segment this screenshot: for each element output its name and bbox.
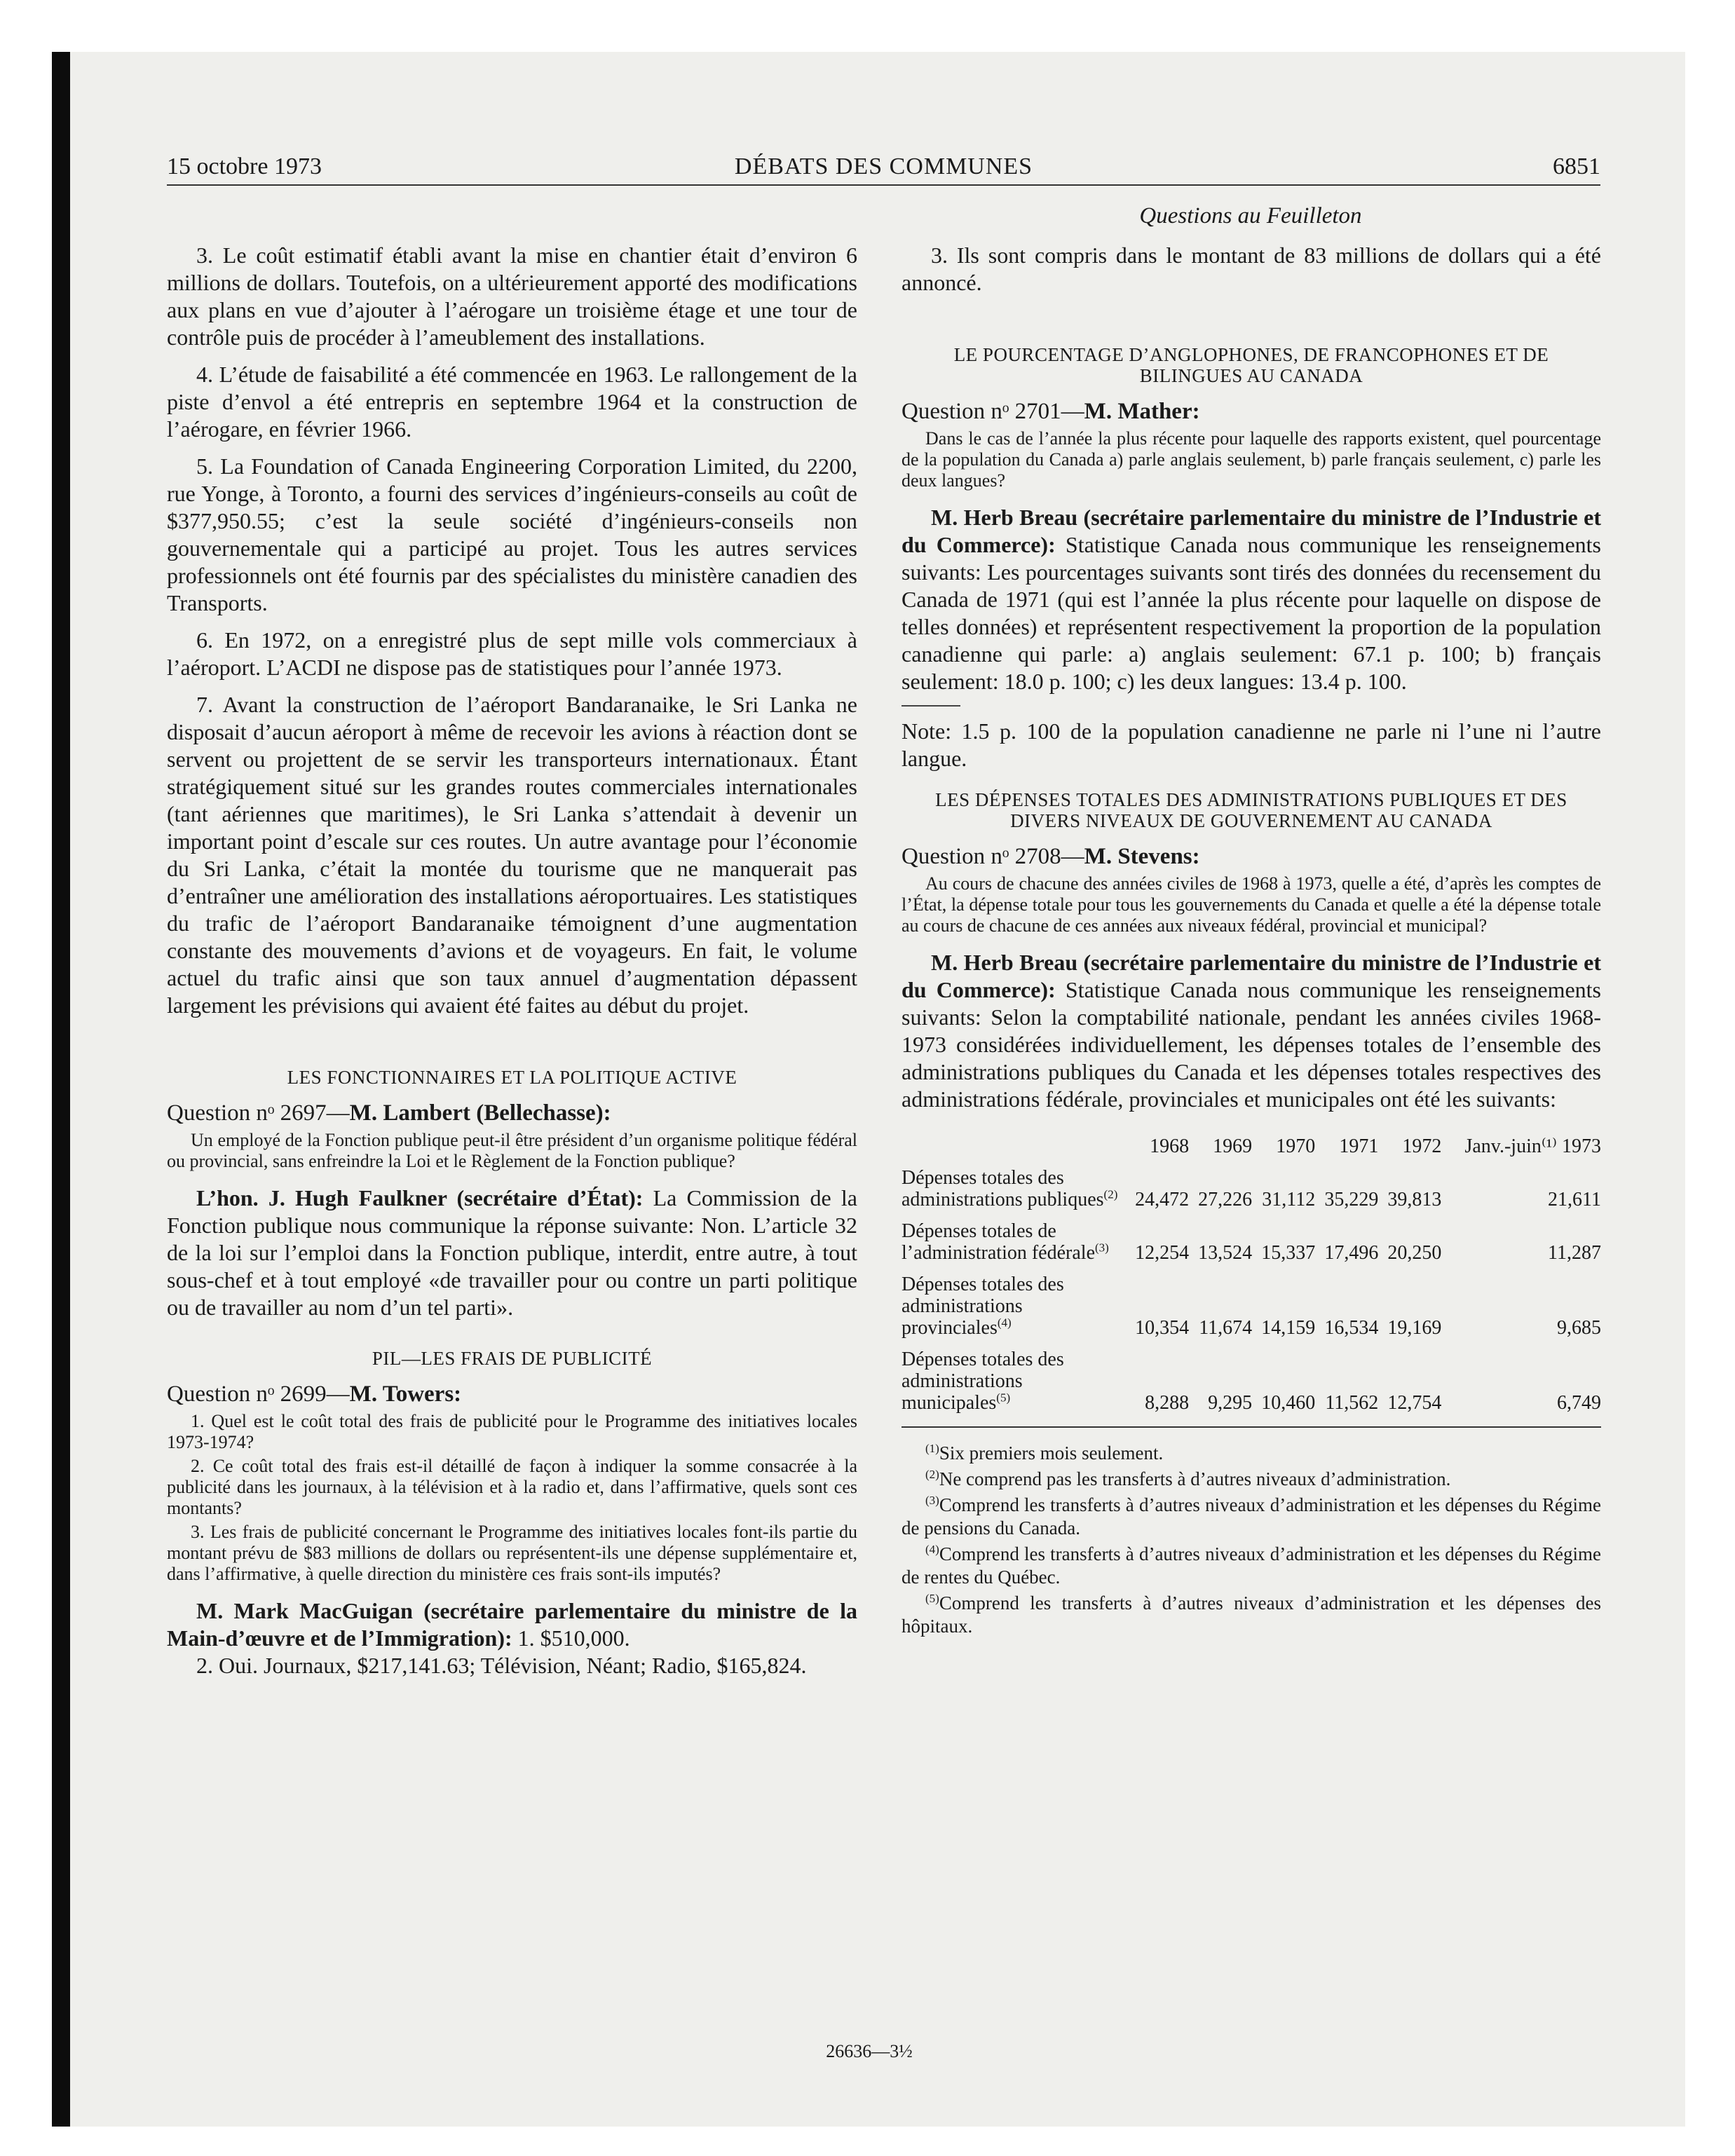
question-2708-text: Au cours de chacune des années civiles de 1968 à 1973, quelle a été, d’après les comptes de l’État, la dépense totale pour tous les gouvernements du Canada et quelle a été la dépense totale au cours de chacune de ces années aux niveaux fédéral, provincial et municipal? (901, 873, 1601, 936)
question-2701-prefix: Question nᵒ 2701— (901, 399, 1084, 424)
header-title: DÉBATS DES COMMUNES (734, 153, 1033, 179)
page-header (167, 149, 1600, 186)
question-2701-line (901, 397, 1601, 425)
table-row (901, 1220, 1601, 1274)
table-cell: 11,674 (1199, 1317, 1253, 1339)
table-cell: 16,534 (1324, 1317, 1379, 1339)
answer-2699 (167, 1597, 857, 1652)
row-note: (3) (1095, 1241, 1109, 1255)
footnote (901, 1442, 1601, 1465)
table-cell: 11,562 (1315, 1349, 1378, 1427)
question-2699-prefix: Question nᵒ 2699— (167, 1381, 350, 1407)
footnote-mark: (5) (925, 1592, 939, 1605)
row-label (901, 1274, 1126, 1349)
header-date: 15 octobre 1973 (167, 153, 322, 179)
question-2701-member: M. Mather: (1084, 399, 1200, 424)
footnote (901, 1543, 1601, 1589)
table-cell: 13,524 (1198, 1242, 1253, 1264)
row-label-text: Dépenses totales des administrations municipales (901, 1349, 1064, 1414)
expenditure-table (901, 1135, 1601, 1428)
table-cell: 8,288 (1126, 1349, 1189, 1427)
table-header-cell: 1968 (1150, 1135, 1190, 1157)
answer-2699-item-2: 2. Oui. Journaux, $217,141.63; Télévision, Néant; Radio, $165,824. (196, 1653, 807, 1678)
answer-paragraph-5: 5. La Foundation of Canada Engineering Corporation Limited, du 2200, rue Yonge, à Toronto, a fourni des services d’ingénieurs-conseils au coût de $377,950.55; c’est la seule société d’ingénieurs-conseils non gouvernementale qui a participé au projet. Tous les autres services professionnels ont été fournis par des spécialistes du ministère canadien des Transports. (167, 453, 857, 615)
answer-2708 (901, 949, 1601, 1113)
footnote (901, 1468, 1601, 1491)
page-footer-number: 26636—3½ (826, 2041, 913, 2061)
footnote-mark: (1) (925, 1442, 939, 1455)
footnote-text: Six premiers mois seulement. (939, 1442, 1164, 1464)
right-column (901, 242, 1601, 1641)
answer-2699-item-1: 1. $510,000. (512, 1625, 630, 1651)
table-cell: 17,496 (1324, 1242, 1379, 1264)
section-heading-pil: PIL—LES FRAIS DE PUBLICITÉ (372, 1348, 653, 1369)
answer-2708-speaker: M. Herb Breau (secrétaire parlementaire du ministre de l’Industrie et du Commerce): (901, 950, 1601, 1002)
footnote (901, 1592, 1601, 1638)
left-column (167, 242, 857, 1679)
table-header-row (901, 1135, 1601, 1167)
table-cell: 15,337 (1261, 1242, 1316, 1264)
table-header-cell: 1969 (1213, 1135, 1253, 1157)
table-header-cell: 1972 (1402, 1135, 1442, 1157)
footnote-text: Ne comprend pas les transferts à d’autres niveaux d’administration. (939, 1468, 1451, 1489)
table-header-label (901, 1135, 1126, 1167)
footnote-mark: (4) (925, 1543, 939, 1556)
section-heading-anglophones: LE POURCENTAGE D’ANGLOPHONES, DE FRANCOPHONES ET DE BILINGUES AU CANADA (953, 344, 1549, 386)
table-row (901, 1274, 1601, 1349)
table-cell: 20,250 (1387, 1242, 1442, 1264)
row-label (901, 1167, 1126, 1220)
section-heading-depenses: LES DÉPENSES TOTALES DES ADMINISTRATIONS PUBLIQUES ET DES DIVERS NIVEAUX DE GOUVERNEMENT AU CANADA (935, 789, 1567, 831)
question-2699-item-3: 3. Les frais de publicité concernant le Programme des initiatives locales font-ils partie du montant prévu de $83 millions de dollars ou représentent-ils une dépense supplémentaire et, dans l’affirmative, à quelle direction du ministère ces frais sont-ils imputés? (167, 1522, 857, 1584)
question-2708-prefix: Question nᵒ 2708— (901, 844, 1084, 869)
table-cell: 6,749 (1441, 1349, 1601, 1427)
table-cell: 9,295 (1189, 1349, 1252, 1427)
answer-2699-speaker: M. Mark MacGuigan (secrétaire parlementaire du ministre de la Main-d’œuvre et de l’Immigration): (167, 1598, 857, 1651)
answer-2697-text: La Commission de la Fonction publique nous communique la réponse suivante: Non. L’article 32 de la loi sur l’emploi dans la Fonction publique, interdit, entre autre, à tout sous-chef et à tout employé «de travailler pour ou contre un parti politique ou de travailler au nom d’un tel parti». (167, 1185, 858, 1320)
question-2708-member: M. Stevens: (1084, 844, 1200, 869)
answer-paragraph-3: 3. Le coût estimatif établi avant la mise en chantier était d’environ 6 millions de dollars. Toutefois, on a ultérieurement apporté des modifications aux plans en vue d’ajouter à l’aérogare un troisième étage et une tour de contrôle puis de procéder à l’ameublement des installations. (167, 243, 857, 350)
footnote-text: Comprend les transferts à d’autres niveaux d’administration et les dépenses du Régime de pensions du Canada. (901, 1494, 1601, 1538)
answer-2701 (901, 504, 1601, 695)
table-cell: 9,685 (1557, 1317, 1601, 1339)
table-cell: 11,287 (1548, 1242, 1601, 1264)
page-edge-bar (52, 52, 70, 2127)
answer-paragraph-7: 7. Avant la construction de l’aéroport Bandaranaike, le Sri Lanka ne disposait d’aucun aéroport à même de recevoir les avions à réaction dont se servent ou projettent de se servir les transporteurs internationaux. Étant stratégiquement situé sur les grandes routes commerciales internationales (tant aériennes que maritimes), le Sri Lanka s’attendait à devenir un important point d’escale sur ces routes. Un autre avantage pour l’économie du Sri Lanka, c’était la montée du tourisme que ne manquerait pas d’entraîner une amélioration des installations aéroportuaires. Les statistiques du trafic de l’aéroport Bandaranaike témoignent d’une augmentation constante des mouvements d’avions et de voyageurs. En fait, le volume actuel du trafic ainsi que son taux annuel d’augmentation dépassent largement les prévisions qui avaient été faites au début du projet. (167, 692, 857, 1018)
question-2697-text: Un employé de la Fonction publique peut-il être président d’un organisme politique fédéral ou provincial, sans enfreindre la Loi et le Règlement de la Fonction publique? (167, 1130, 857, 1171)
table-header-cell: Janv.-juin⁽¹⁾ 1973 (1464, 1135, 1601, 1157)
running-title: Questions au Feuilleton (1139, 203, 1362, 228)
question-2701-text: Dans le cas de l’année la plus récente pour laquelle des rapports existent, quel pourcentage de la population du Canada a) parle anglais seulement, b) parle français seulement, c) parle les deux langues? (901, 428, 1601, 491)
table-cell: 21,611 (1548, 1189, 1601, 1210)
section-heading-fonctionnaires: LES FONCTIONNAIRES ET LA POLITIQUE ACTIVE (287, 1067, 737, 1088)
table-header-cell: 1971 (1339, 1135, 1379, 1157)
table-cell: 12,254 (1135, 1242, 1190, 1264)
answer-2697 (167, 1185, 857, 1321)
question-2699-member: M. Towers: (349, 1381, 462, 1407)
answer-2701-text: Statistique Canada nous communique les renseignements suivants: Les pourcentages suivants sont tirés des données du recensement du Canada de 1971 (qui est l’année la plus récente pour laquelle on dispose de telles données) et représentent respectivement la proportion de la population canadienne qui parle: a) anglais seulement: 67.1 p. 100; b) français seulement: 18.0 p. 100; c) les deux langues: 13.4 p. 100. (901, 532, 1602, 694)
row-label-text: Dépenses totales des administrations provinciales (901, 1274, 1064, 1339)
question-2699-item-2: 2. Ce coût total des frais est-il détaillé de façon à indiquer la somme consacrée à la publicité dans les journaux, à la télévision et à la radio et, dans l’affirmative, quels sont ces montants? (167, 1456, 857, 1518)
table-cell: 10,354 (1135, 1317, 1190, 1339)
table-cell: 24,472 (1135, 1189, 1190, 1210)
footnote-mark: (3) (925, 1494, 939, 1507)
table-cell: 14,159 (1261, 1317, 1316, 1339)
footnote (901, 1494, 1601, 1540)
answer-paragraph-6: 6. En 1972, on a enregistré plus de sept mille vols commerciaux à l’aéroport. L’ACDI ne dispose pas de statistiques pour l’année 1973. (167, 627, 857, 680)
row-note: (2) (1103, 1187, 1118, 1201)
question-2699-item-1: 1. Quel est le coût total des frais de publicité pour le Programme des initiatives locales 1973-1974? (167, 1411, 857, 1452)
question-2708-line (901, 842, 1601, 871)
table-footnotes (901, 1442, 1601, 1638)
question-2697-prefix: Question nᵒ 2697— (167, 1100, 350, 1126)
answer-2701-speaker: M. Herb Breau (secrétaire parlementaire du ministre de l’Industrie et du Commerce): (901, 505, 1601, 557)
table-cell: 39,813 (1387, 1189, 1442, 1210)
answer-paragraph-3-right: 3. Ils sont compris dans le montant de 83 millions de dollars qui a été annoncé. (901, 243, 1601, 295)
short-rule (901, 705, 960, 707)
note-langue: Note: 1.5 p. 100 de la population canadienne ne parle ni l’une ni l’autre langue. (901, 718, 1601, 771)
answer-2697-speaker: L’hon. J. Hugh Faulkner (secrétaire d’État): (196, 1185, 644, 1210)
table-cell: 10,460 (1252, 1349, 1315, 1427)
footnote-text: Comprend les transferts à d’autres niveaux d’administration et les dépenses des hôpitaux. (901, 1592, 1601, 1637)
row-note: (5) (996, 1391, 1011, 1405)
table-cell: 27,226 (1198, 1189, 1253, 1210)
table-cell: 19,169 (1387, 1317, 1442, 1339)
table-cell: 31,112 (1262, 1189, 1316, 1210)
row-label (901, 1220, 1126, 1274)
question-2697-line (167, 1099, 857, 1127)
table-row (901, 1167, 1601, 1220)
row-label-text: Dépenses totales de l’administration fédérale (901, 1220, 1095, 1264)
question-2699-line (167, 1380, 857, 1408)
question-2697-member: M. Lambert (Bellechasse): (349, 1100, 611, 1126)
row-label-text: Dépenses totales des administrations publiques (901, 1167, 1104, 1210)
row-label (901, 1349, 1126, 1427)
table-row (901, 1349, 1601, 1427)
table-cell: 12,754 (1378, 1349, 1441, 1427)
answer-2708-text: Statistique Canada nous communique les renseignements suivants: Selon la comptabilité nationale, pendant les années civiles 1968-1973 considérées individuellement, les dépenses totales de l’ensemble des administrations publiques du Canada et les dépenses totales respectives des administrations fédérale, provinciales et municipales ont été les suivants: (901, 977, 1602, 1112)
answer-paragraph-4: 4. L’étude de faisabilité a été commencée en 1963. Le rallongement de la piste d’envol a été entrepris en septembre 1964 et la construction de l’aérogare, en février 1966. (167, 362, 857, 442)
row-note: (4) (997, 1316, 1012, 1330)
table-header-cell: 1970 (1276, 1135, 1316, 1157)
table-cell: 35,229 (1324, 1189, 1379, 1210)
footnote-text: Comprend les transferts à d’autres niveaux d’administration et les dépenses du Régime de rentes du Québec. (901, 1543, 1601, 1588)
header-page-number: 6851 (1553, 153, 1600, 179)
footnote-mark: (2) (925, 1468, 939, 1481)
